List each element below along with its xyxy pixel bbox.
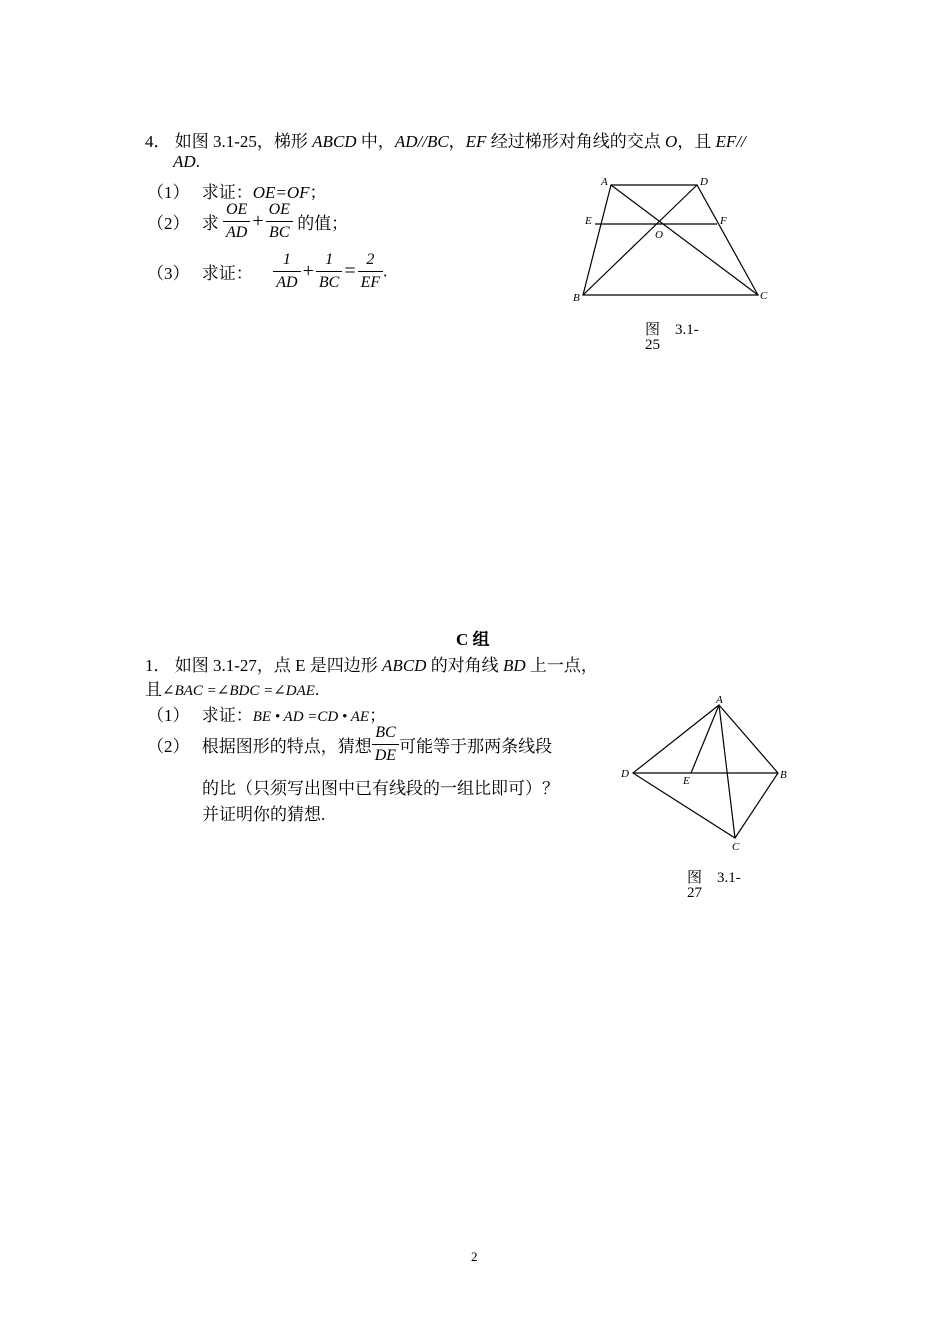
problem1-number: 1． [145,656,171,675]
problem4-stem-line1: 4． 如图 3.1-25，梯形 ABCD 中，AD//BC，EF 经过梯形对角线的交点 O，且 EF// [145,132,746,151]
fraction-oe-ad: $\frac{OE}{AD}$ [223,202,250,241]
fraction-bc-de: $\frac{BC}{DE}$ [372,725,399,764]
fraction-1-bc: $\frac{1}{BC}$ [316,252,342,291]
label-c: C [732,841,740,853]
figure-caption-27-line1: 图 3.1- [687,870,741,886]
problem4-part2: （2） 求 $\frac{OE}{AD}$ + $\frac{OE}{BC}$ 的值； [147,201,349,241]
segment-ac [719,705,735,838]
page-number: 2 [471,1249,478,1264]
problem1-part1: （1） 求证：BE • AD =CD • AE； [147,706,387,725]
quadrilateral-abcd [633,705,778,838]
segment-ae [691,705,719,773]
label-b: B [573,292,580,304]
section-heading: C 组 [456,630,490,649]
figure-caption-25-line2: 25 [645,337,660,353]
label-e: E [585,215,592,227]
problem4-part1: （1） 求证：OE=OF； [147,183,327,202]
problem1-part2-line3: 并证明你的猜想. [202,805,326,824]
label-d: D [700,176,708,188]
problem4-number: 4． [145,132,171,151]
problem1-stem-line1: 1． 如图 3.1-27，点 E 是四边形 ABCD 的对角线 BD 上一点， [145,656,598,675]
fraction-2-ef: $\frac{2}{EF}$ [358,252,384,291]
label-e: E [683,775,690,787]
label-b: B [780,769,787,781]
label-a: A [601,176,608,188]
problem4-part3: （3） 求证： $\frac{1}{AD}$ + $\frac{1}{BC}$ = $\frac{2}{EF}$ . [147,251,388,291]
figure-caption-25-line1: 图 3.1- [645,322,699,338]
fraction-1-ad: $\frac{1}{AD}$ [273,252,300,291]
problem1-part2: （2） 根据图形的特点，猜想 $\frac{BC}{DE}$ 可能等于那两条线段 [147,724,553,764]
problem1-stem-line2: 且∠BAC =∠BDC =∠DAE. [145,680,320,699]
label-f: F [720,215,727,227]
label-o: O [655,229,663,241]
trapezoid-figure [560,170,790,310]
trapezoid-abcd [583,185,758,295]
label-d: D [621,768,629,780]
quadrilateral-figure [610,690,800,855]
label-c: C [760,290,768,302]
problem1-part2-line2: 的比（只须写出图中已有线段的一组比即可）？ [202,779,559,798]
diagonal-ac [611,185,758,295]
fraction-oe-bc: $\frac{OE}{BC}$ [266,202,293,241]
figure-caption-27-line2: 27 [687,885,702,901]
diagonal-bd [583,185,697,295]
problem4-stem-line2: AD. [173,152,200,171]
label-a: A [716,694,723,706]
